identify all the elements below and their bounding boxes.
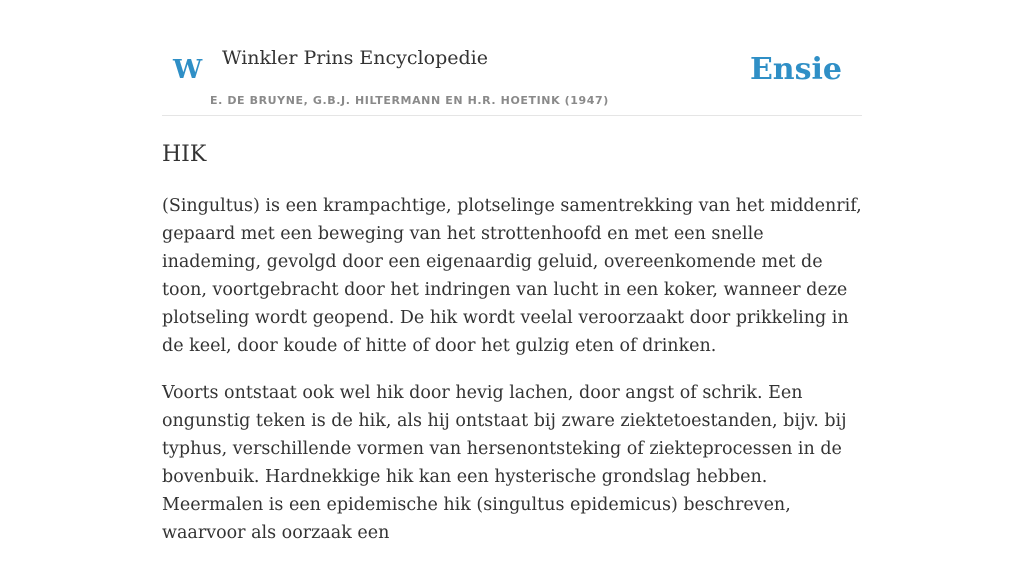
ensie-brand-link[interactable]: Ensie: [749, 52, 842, 87]
entry-paragraph: (Singultus) is een krampachtige, plotselinge samentrekking van het middenrif, gepaard met een beweging van het strottenhoofd en met een snelle inademing, gevolgd door een eigenaardig geluid, overeenkomende met de toon, voortgebracht door het indringen van lucht in een koker, wanneer deze plotseling wordt geopend. De hik wordt veelal veroorzaakt door prikkeling in de keel, door koude of hitte of door het gulzig eten of drinken.: [162, 196, 862, 356]
source-authors: E. DE BRUYNE, G.B.J. HILTERMANN EN H.R. HOETINK (1947): [210, 94, 609, 107]
entry-page: [162, 0, 862, 543]
entry-paragraph: Voorts ontstaat ook wel hik door hevig lachen, door angst of schrik. Een ongunstig teken is de hik, als hij ontstaat bij zware ziektetoestanden, bijv. bij typhus, verschillende vormen van hersenontsteking of ziekteprocessen in de bovenbuik. Hardnekkige hik kan een hysterische grondslag hebben. Meermalen is een epidemische hik (singultus epidemicus) beschreven, waarvoor als oorzaak een: [162, 383, 847, 543]
winkler-prins-logo[interactable]: W: [173, 55, 203, 85]
entry-body: [162, 192, 862, 566]
entry-title: HIK: [162, 142, 207, 167]
source-header: [162, 0, 862, 116]
source-title[interactable]: Winkler Prins Encyclopedie: [222, 47, 488, 69]
